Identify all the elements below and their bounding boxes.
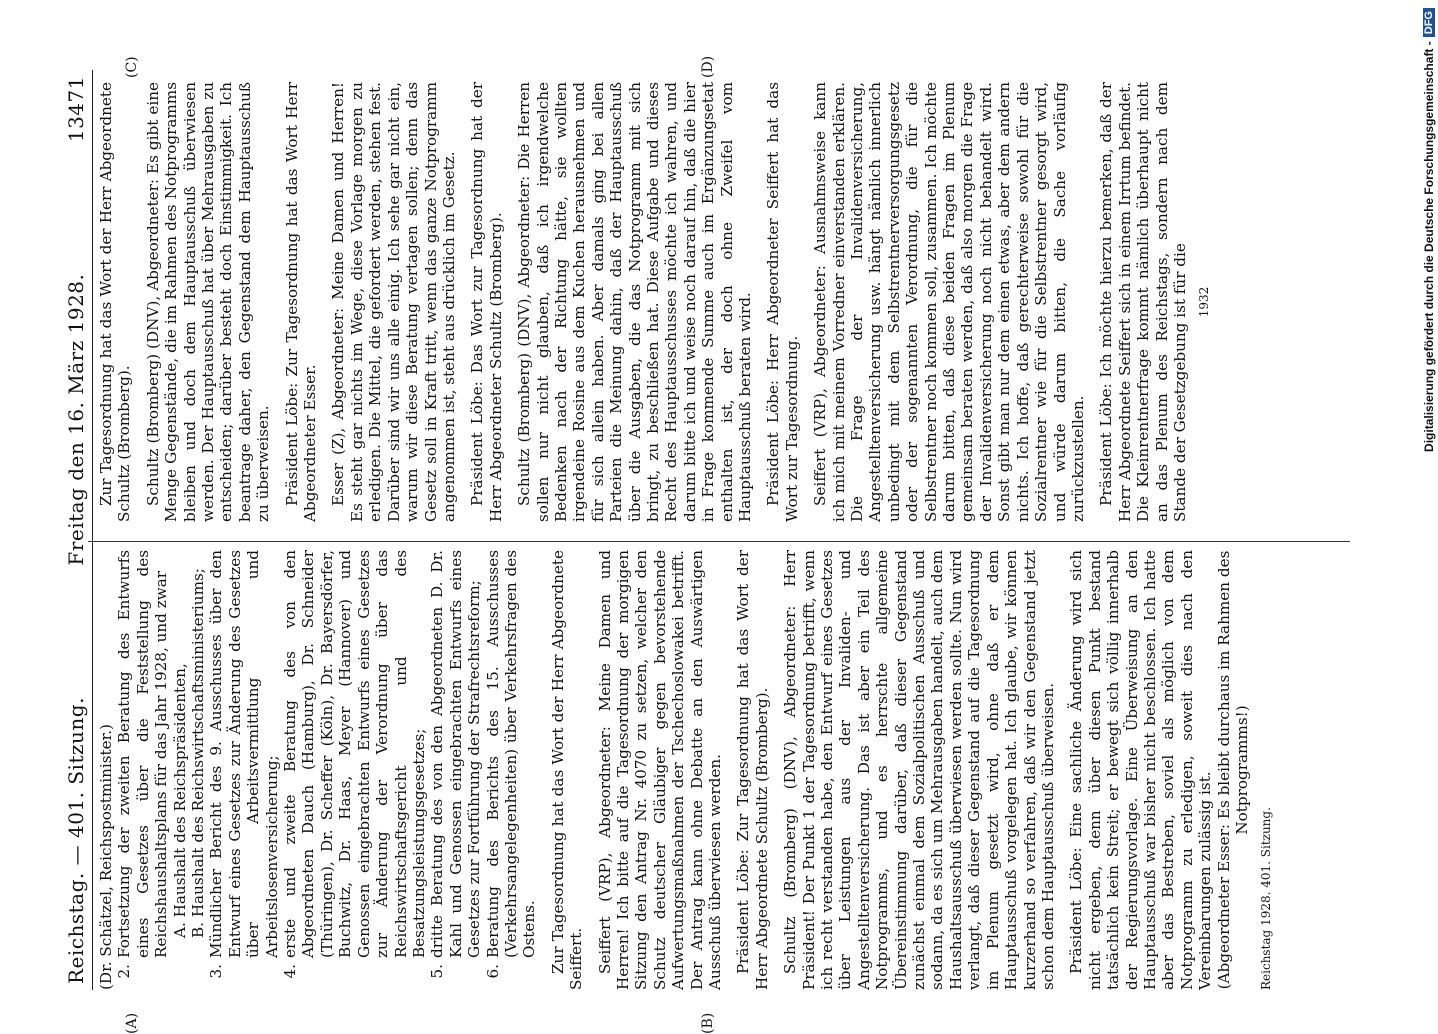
- footer-right: 1932: [1197, 286, 1212, 318]
- paragraph: Präsident Löbe: Zur Tagesordnung hat das Wort der Herr Abgeordnete Schultz (Bromberg).: [734, 550, 771, 990]
- agenda-list: [115, 550, 538, 990]
- dfg-credit: [1420, 8, 1438, 998]
- paragraph: Zur Tagesordnung hat das Wort der Herr Abgeordnete Schultz (Bromberg).: [97, 82, 134, 522]
- agenda-item: 2. Fortsetzung der zweiten Beratung des Entwurfs eines Gesetzes über die Feststellung des Reichshaushaltsplans für das Jahr 1928, und zwar: [115, 550, 171, 979]
- margin-mark-d: (D): [700, 55, 716, 78]
- paragraph: Esser (Z), Abgeordneter: Meine Damen und Herren! Es steht gar nichts im Wege, diese Vorlage morgen zu erledigen. Die Mittel, die gefordert werden, stehen fest. Darüber sind wir uns alle einig. Ich sehe gar nicht ein, warum wir diese Beratung vertagen sollen; denn das Gesetz soll in Kraft tritt, wenn das ganze Notprogramm angenommen ist, steht aus drücklich im Gesetz.: [329, 82, 458, 522]
- paragraph: Präsident Löbe: Ich möchte hierzu bemerken, daß der Herr Abgeordnete Seiffert sich in einem Irrtum befindet. Die Kleinrentnerfrage kommt nämlich überhaupt nicht an das Plenum des Reichstags, sondern nach dem Stande der Gesetzgebung ist für die: [1097, 82, 1189, 522]
- text-columns: [93, 70, 1276, 990]
- dfg-credit-label: Digitalisierung gefördert durch die Deutsche Forschungsgemeinschaft -: [1422, 41, 1436, 452]
- agenda-subitem: A. Haushalt des Reichspräsidenten,: [170, 663, 189, 938]
- left-column: [93, 550, 1276, 990]
- paragraph: Präsident Löbe: Das Wort zur Tagesordnung hat der Herr Abgeordneter Schultz (Bromberg).: [468, 82, 505, 522]
- paragraph: Schultz (Bromberg) (DNV), Abgeordneter: Es gibt eine Menge Gegenstände, die im Rahmen des Notprogramms bleiben und doch dem Hauptausschuß überwiesen werden. Der Hauptausschuß hat über Mehrausgaben zu entscheiden; darüber besteht doch Einstimmigkeit. Ich beantrage daher, den Gegenstand dem Hauptausschuß zu überweisen.: [143, 82, 273, 522]
- dfg-logo: DFG: [1423, 8, 1435, 37]
- paragraph: Präsident Löbe: Eine sachliche Änderung wird sich nicht ergeben, denn über diesen Punkt bestand tatsächlich kein Streit; er bewegt sich völlig innerhalb der Regierungsvorlage. Eine Überweisung an den Hauptausschuß war bisher nicht beschlossen. Ich hatte aber das Bestreben, soviel als möglich von dem Notprogramm zu erledigen, soweit dies nach den Vereinbarungen zulässig ist.: [1067, 550, 1215, 990]
- paragraph: Schultz (Bromberg) (DNV), Abgeordneter: Herr Präsident! Der Punkt 1 der Tagesordnung betrifft, wenn ich recht verstanden habe, den Entwurf eines Gesetzes über Leistungen aus der Invaliden- und Angestelltenversicherung. Das ist aber ein Teil des Notprogramms, und es herrschte allgemeine Übereinstimmung darüber, daß dieser Gegenstand zunächst einmal dem Sozialpolitischen Ausschuß und sodann, da es sich um Mehrausgaben handelt, auch dem Haushaltsausschuß überwiesen werden sollte. Nun wird verlangt, daß dieser Gegenstand auf die Tagesordnung im Plenum gesetzt wird, ohne daß er dem Hauptausschuß vorgelegen hat. Ich glaube, wir können kurzerhand so verfahren, daß wir den Gegenstand jetzt schon dem Hauptausschuß überweisen.: [781, 550, 1057, 990]
- paragraph: Seiffert (VRP), Abgeordneter: Meine Damen und Herren! Ich bitte auf die Tagesordnung der morgigen Sitzung den Antrag Nr. 4070 zu setzen, welcher den Schutz deutscher Gläubiger gegen bevorstehende Aufwertungsmaßnahmen der Tschechoslowakei betrifft. Der Antrag kann ohne Debatte an den Auswärtigen Ausschuß überwiesen werden.: [595, 550, 724, 990]
- paragraph: Präsident Löbe: Herr Abgeordneter Seiffert hat das Wort zur Tagesordnung.: [764, 82, 801, 522]
- paragraph: (Dr. Schätzel, Reichspostminister.): [97, 724, 115, 990]
- agenda-item: 4. erste und zweite Beratung des von den Abgeordneten Dauch (Hamburg), Dr. Schneider (Thüringen), Dr. Scheffer (Köln), Dr. Bayersdörfer, Buchwitz, Dr. Haas, Meyer (Hannover) und Genossen eingebrachten Entwurfs eines Gesetzes zur Änderung der Verordnung über das Reichswirtschaftsgericht und des Besatzungsleistungsgesetzes;: [281, 550, 428, 979]
- margin-mark-b: (B): [700, 1012, 716, 1034]
- agenda-item: 5. dritte Beratung des von den Abgeordneten D. Dr. Kahl und Genossen eingebrachten Entwurfs eines Gesetzes zur Fortführung der Strafrechtsreform;: [428, 550, 484, 979]
- paragraph: Seiffert (VRP), Abgeordneter: Ausnahmsweise kann ich mich mit meinem Vorredner einverstanden erklären. Die Frage der Invalidenversicherung, Angestelltenversicherung usw. hängt nämlich innerlich unbedingt mit dem Selbstrentnerversorgungsgesetz oder der sogenannten Verordnung, die für die Selbstrentner noch kommen soll, zusammen. Ich möchte darum bitten, daß diese beiden Fragen im Plenum gemeinsam beraten werden, daß also morgen die Frage der Invalidenversicherung noch nicht behandelt wird. Sonst gibt man nur dem einen etwas, aber dem andern nichts. Ich hoffe, daß gerechterweise sowohl für die Sozialrentner wie für die Selbstrentner gesorgt wird, und würde darum bitten, die Sache vorläufig zurückzustellen.: [811, 82, 1087, 522]
- rotated-page: [60, 40, 1360, 1034]
- agenda-item: 6. Beratung des Berichts des 15. Ausschusses (Verkehrsangelegenheiten) über Verkehrsfragen des Ostens.: [483, 550, 539, 979]
- margin-mark-a: (A): [124, 1012, 140, 1034]
- page-header: [60, 70, 93, 990]
- dfg-credit-text: [1420, 8, 1438, 998]
- agenda-subitem: B. Haushalt des Reichswirtschaftsministeriums;: [189, 568, 208, 938]
- paragraph: (Abgeordneter Esser: Es bleibt durchaus im Rahmen des Notprogramms!): [1214, 550, 1251, 990]
- right-column: [93, 82, 1276, 522]
- paragraph: Schultz (Bromberg) (DNV), Abgeordneter: Die Herren sollen nur nicht glauben, daß ich irgendwelche Bedenken nach der Richtung hätte, sie wollten irgendeine Rosine aus dem Kuchen herausnehmen und für sich allein haben. Aber damals ging bei allen Parteien die Meinung dahin, daß der Hauptausschuß über die Ausgaben, die das Notprogramm mit sich bringt, zu beschließen hat. Diese Aufgabe und dieses Recht des Hauptausschusses möchte ich wahren, und darum bitte ich und weise noch darauf hin, daß die hier in Frage kommende Summe auch im Ergänzungsetat enthalten ist, der doch ohne Zweifel vom Hauptausschuß beraten wird.: [515, 82, 754, 522]
- margin-mark-c: (C): [124, 56, 140, 78]
- paragraph: Zur Tagesordnung hat das Wort der Herr Abgeordnete Seiffert.: [548, 550, 586, 990]
- agenda-item: 3. Mündlicher Bericht des 9. Ausschusses über den Entwurf eines Gesetzes zur Änderung des Gesetzes über Arbeitsvermittlung und Arbeitslosenversicherung;: [207, 550, 281, 979]
- paragraph: Präsident Löbe: Zur Tagesordnung hat das Wort Herr Abgeordneter Esser.: [282, 82, 320, 522]
- footer-left: Reichstag 1928. 401. Sitzung.: [1259, 807, 1274, 990]
- page-number: 13471: [64, 76, 88, 143]
- header-date: Freitag den 16. März 1928.: [64, 273, 88, 566]
- document-page: [60, 55, 1360, 1034]
- header-left: Reichstag. — 401. Sitzung.: [64, 697, 88, 984]
